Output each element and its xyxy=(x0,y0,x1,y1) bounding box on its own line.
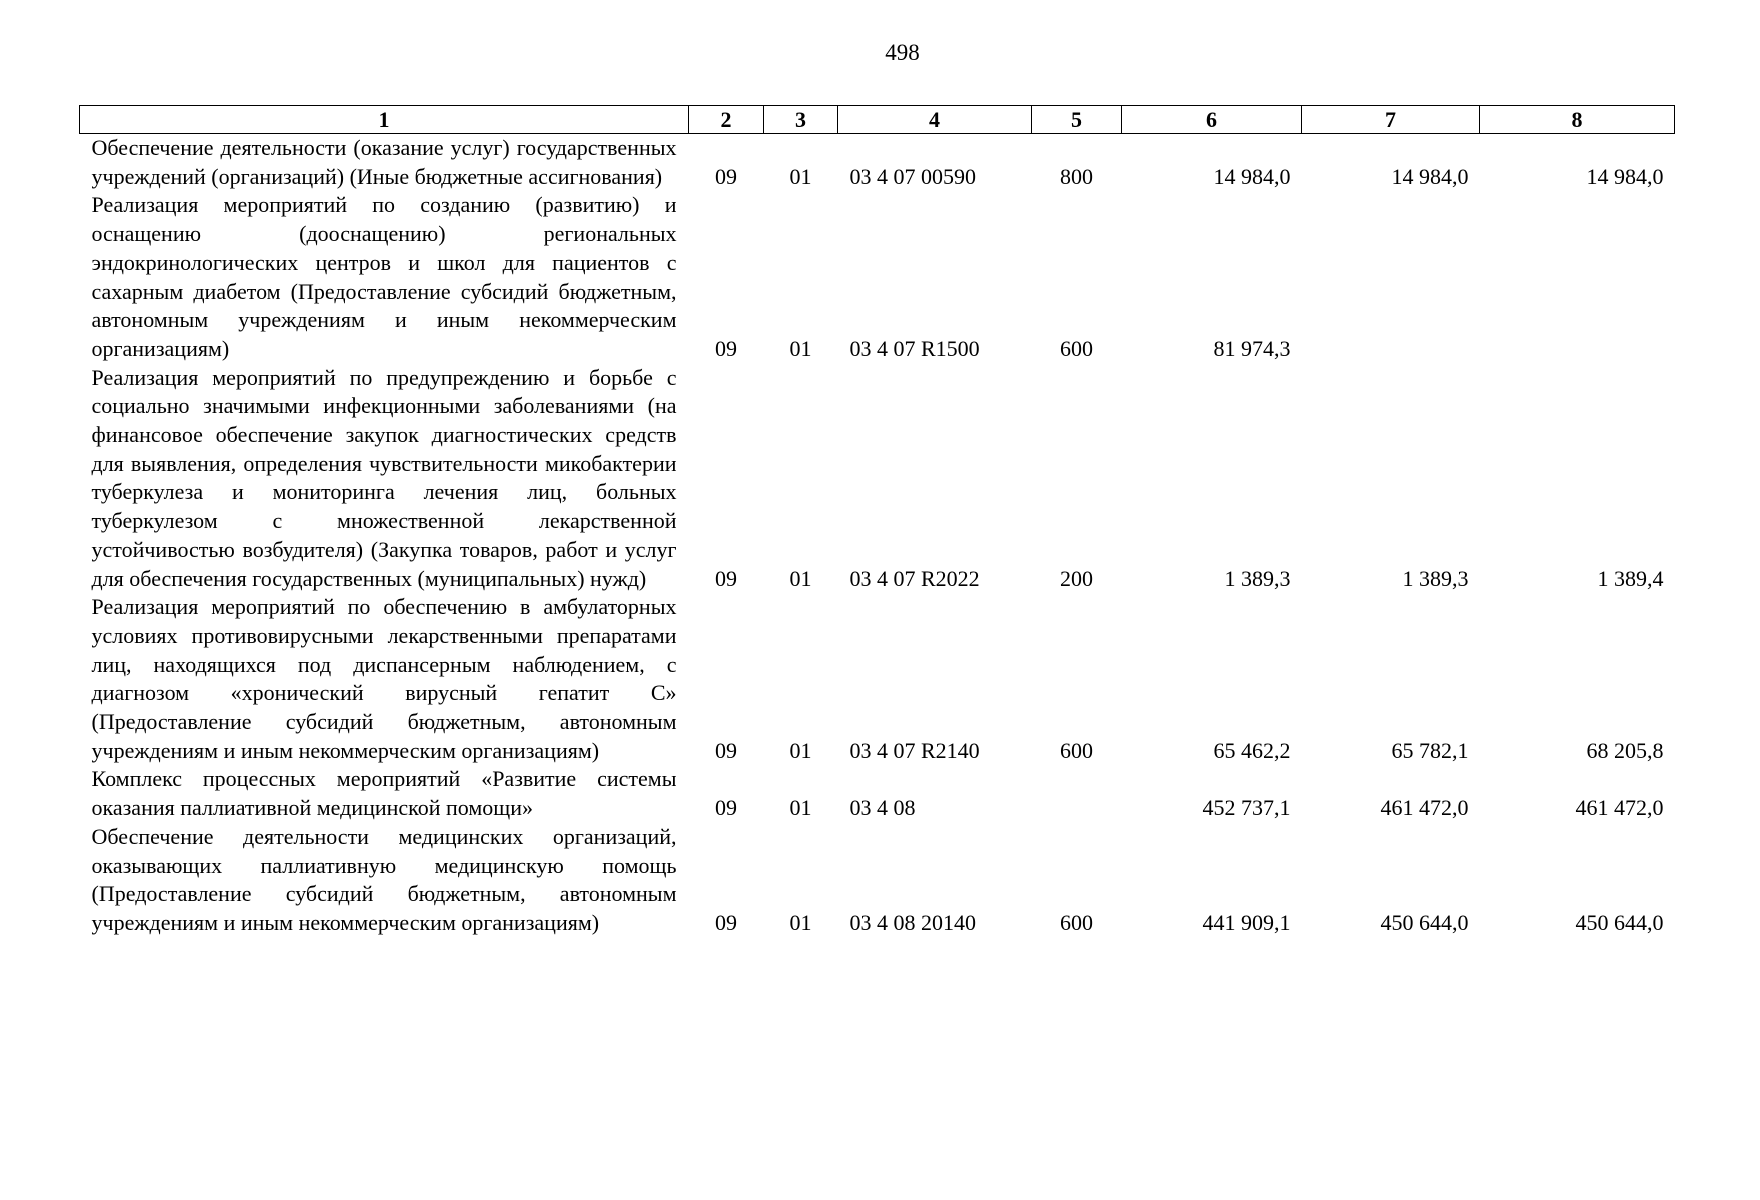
row-amount-2 xyxy=(1302,191,1480,363)
row-section: 09 xyxy=(715,565,737,591)
page-number: 498 xyxy=(885,40,920,65)
table-header-row xyxy=(80,106,1675,134)
row-expense-type: 800 xyxy=(1060,163,1093,189)
row-description: Обеспечение деятельности медицинских организаций, оказывающих паллиативную медицинскую помощь (Предоставление субсидий бюджетным, автономным учреждениям и иным некоммерческим организациям) xyxy=(91,823,677,935)
row-target-article: 03 4 07 R1500 xyxy=(849,335,980,361)
column-header-2: 2 xyxy=(689,106,764,134)
table-row xyxy=(80,593,1675,765)
row-expense-type: 600 xyxy=(1060,909,1093,935)
table-row xyxy=(80,823,1675,938)
column-header-7: 7 xyxy=(1302,106,1480,134)
column-header-3: 3 xyxy=(764,106,838,134)
row-amount-1: 81 974,3 xyxy=(1213,335,1291,361)
row-amount-3: 461 472,0 xyxy=(1575,795,1664,821)
row-target-article: 03 4 07 R2140 xyxy=(849,737,980,763)
row-section: 09 xyxy=(715,795,737,821)
row-target-article: 03 4 08 xyxy=(849,795,916,821)
row-section: 09 xyxy=(715,335,737,361)
row-subsection: 01 xyxy=(789,909,812,935)
row-amount-1: 65 462,2 xyxy=(1213,737,1291,763)
row-target-article: 03 4 07 00590 xyxy=(849,163,976,189)
column-header-5: 5 xyxy=(1032,106,1122,134)
row-subsection: 01 xyxy=(789,795,812,821)
table-row xyxy=(80,765,1675,822)
row-amount-2: 14 984,0 xyxy=(1391,163,1469,189)
row-amount-3: 450 644,0 xyxy=(1575,909,1664,935)
row-target-article: 03 4 07 R2022 xyxy=(849,565,980,591)
row-amount-2: 1 389,3 xyxy=(1402,565,1469,591)
column-header-8: 8 xyxy=(1480,106,1675,134)
table-row xyxy=(80,134,1675,192)
row-amount-1: 441 909,1 xyxy=(1202,909,1291,935)
row-amount-3: 1 389,4 xyxy=(1597,565,1664,591)
row-subsection: 01 xyxy=(789,163,812,189)
row-subsection: 01 xyxy=(789,737,812,763)
row-amount-1: 1 389,3 xyxy=(1224,565,1291,591)
column-header-1: 1 xyxy=(80,106,689,134)
row-subsection: 01 xyxy=(789,335,812,361)
row-section: 09 xyxy=(715,909,737,935)
row-expense-type: 600 xyxy=(1060,335,1093,361)
row-expense-type: 600 xyxy=(1060,737,1093,763)
row-amount-2: 450 644,0 xyxy=(1380,909,1469,935)
row-description: Комплекс процессных мероприятий «Развитие системы оказания паллиативной медицинской помощи» xyxy=(91,766,677,821)
row-description: Обеспечение деятельности (оказание услуг) государственных учреждений (организаций) (Иные бюджетные ассигнования) xyxy=(91,135,677,189)
row-amount-1: 14 984,0 xyxy=(1213,163,1291,189)
row-description: Реализация мероприятий по созданию (развитию) и оснащению (дооснащению) региональных эндокринологических центров и школ для пациентов с сахарным диабетом (Предоставление субсидий бюджетным, автономным учреждениям и иным некоммерческим организациям) xyxy=(91,192,677,361)
row-amount-1: 452 737,1 xyxy=(1202,795,1291,821)
budget-table-container xyxy=(79,105,1674,938)
row-amount-3 xyxy=(1480,191,1675,363)
row-expense-type: 200 xyxy=(1060,565,1093,591)
budget-table xyxy=(79,105,1675,938)
row-section: 09 xyxy=(715,737,737,763)
row-target-article: 03 4 08 20140 xyxy=(849,909,976,935)
row-amount-3: 68 205,8 xyxy=(1586,737,1664,763)
column-header-6: 6 xyxy=(1122,106,1302,134)
row-subsection: 01 xyxy=(789,565,812,591)
row-amount-2: 65 782,1 xyxy=(1391,737,1469,763)
table-row xyxy=(80,364,1675,594)
row-amount-3: 14 984,0 xyxy=(1586,163,1664,189)
row-section: 09 xyxy=(715,163,737,189)
row-description: Реализация мероприятий по предупреждению и борьбе с социально значимыми инфекционными заболеваниями (на финансовое обеспечение закупок диагностических средств для выявления, определения чувствительности микобактерии туберкулеза и мониторинга лечения лиц, больных туберкулезом с множественной лекарственной устойчивостью возбудителя) (Закупка товаров, работ и услуг для обеспечения государственных (муниципальных) нужд) xyxy=(91,364,677,591)
table-row xyxy=(80,191,1675,363)
row-description: Реализация мероприятий по обеспечению в амбулаторных условиях противовирусными лекарственными препаратами лиц, находящихся под диспансерным наблюдением, с диагнозом «хронический вирусный гепатит С» (Предоставление субсидий бюджетным, автономным учреждениям и иным некоммерческим организациям) xyxy=(91,594,677,763)
row-amount-2: 461 472,0 xyxy=(1380,795,1469,821)
row-expense-type xyxy=(1032,765,1122,822)
column-header-4: 4 xyxy=(838,106,1032,134)
